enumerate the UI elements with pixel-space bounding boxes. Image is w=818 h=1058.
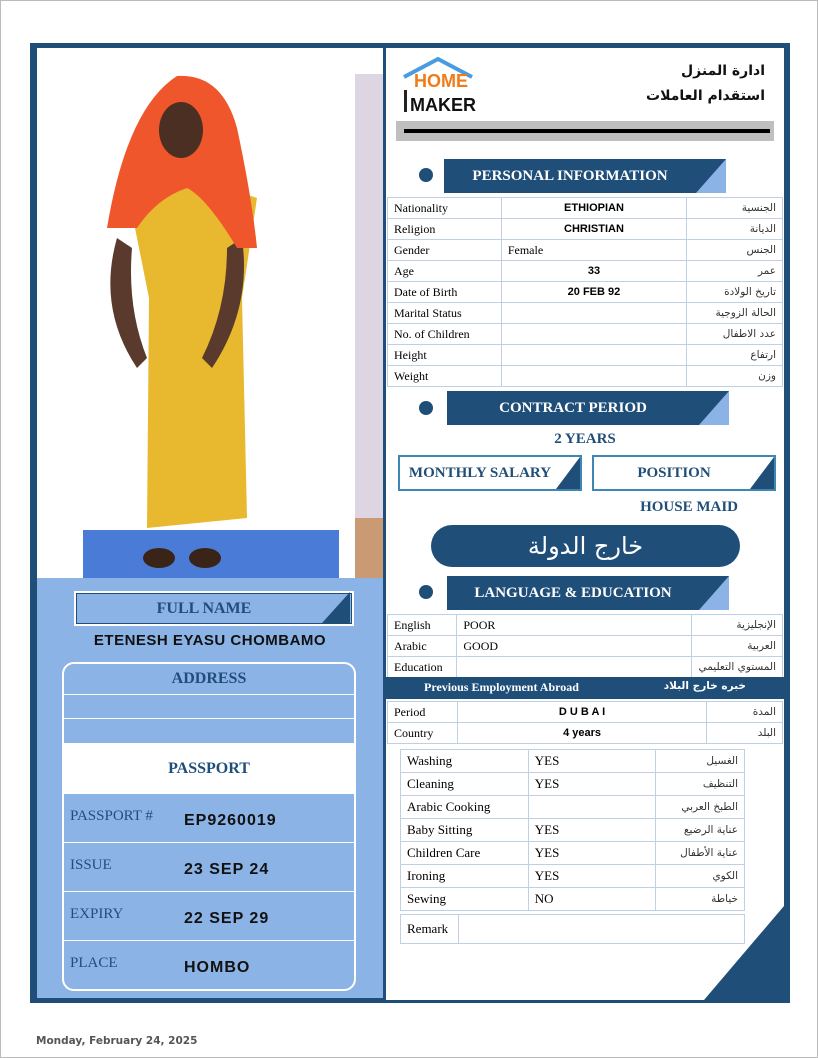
skill-label: Arabic Cooking — [401, 796, 529, 819]
language-row — [388, 636, 783, 657]
remark-value[interactable] — [458, 915, 744, 944]
skill-label: Baby Sitting — [401, 819, 529, 842]
skill-value — [528, 796, 655, 819]
field-label-arabic: الحالة الزوجية — [687, 303, 783, 324]
field-label-arabic: ارتفاع — [687, 345, 783, 366]
skill-label: Washing — [401, 750, 529, 773]
personal-info-header — [444, 159, 726, 193]
remark-row — [401, 915, 745, 944]
passport-field-value: HOMBO — [184, 959, 251, 976]
field-label-arabic: الجنسية — [687, 198, 783, 219]
box-corner — [750, 457, 774, 489]
employment-label-arabic: المدة — [707, 702, 783, 723]
skill-label-arabic: عناية الأطفال — [656, 842, 745, 865]
contract-period-title: CONTRACT PERIOD — [499, 399, 647, 416]
skills-table — [400, 749, 745, 911]
skill-value: NO — [528, 888, 655, 911]
field-label-arabic: وزن — [687, 366, 783, 387]
field-label-arabic: الجنس — [687, 240, 783, 261]
passport-field-label: PLACE — [70, 955, 118, 971]
employment-table — [387, 701, 783, 744]
skill-label: Cleaning — [401, 773, 529, 796]
language-row — [388, 657, 783, 678]
language-label-arabic: الإنجليزية — [692, 615, 783, 636]
field-value — [501, 324, 686, 345]
skill-label-arabic: التنظيف — [656, 773, 745, 796]
language-label-arabic: العربية — [692, 636, 783, 657]
field-label: Marital Status — [388, 303, 502, 324]
passport-label: PASSPORT — [168, 760, 250, 777]
previous-employment-header — [386, 677, 784, 699]
logo-word-maker: MAKER — [410, 95, 476, 115]
skill-row — [401, 750, 745, 773]
language-education-title: LANGUAGE & EDUCATION — [474, 584, 672, 601]
language-label: English — [388, 615, 457, 636]
field-label: Date of Birth — [388, 282, 502, 303]
passport-field-label: PASSPORT # — [70, 808, 153, 824]
language-value: POOR — [457, 615, 692, 636]
employment-row — [388, 723, 783, 744]
logo-divider-line — [404, 129, 770, 133]
personal-row — [388, 219, 783, 240]
full-name-corner — [322, 592, 350, 623]
field-label-arabic: عمر — [687, 261, 783, 282]
photo-background-floor — [355, 518, 383, 578]
logo-word-home: HOME — [414, 71, 468, 91]
field-label: Height — [388, 345, 502, 366]
personal-row — [388, 324, 783, 345]
address-passport-card — [62, 662, 356, 991]
field-label: Religion — [388, 219, 502, 240]
skill-row — [401, 842, 745, 865]
personal-row — [388, 303, 783, 324]
person-photo-illustration — [37, 48, 383, 578]
language-value — [457, 657, 692, 678]
monthly-salary-label: MONTHLY SALARY — [408, 464, 552, 481]
personal-row — [388, 345, 783, 366]
logo-arabic-line2: استقدام العاملات — [646, 88, 765, 104]
skill-label-arabic: الغسيل — [656, 750, 745, 773]
address-line-1[interactable] — [64, 695, 354, 719]
skill-value: YES — [528, 842, 655, 865]
skill-label: Ironing — [401, 865, 529, 888]
skill-row — [401, 796, 745, 819]
position-label: POSITION — [637, 464, 711, 481]
header-corner — [699, 391, 729, 425]
abroad-banner — [431, 525, 740, 567]
address-label: ADDRESS — [171, 670, 247, 687]
employment-label-arabic: البلد — [707, 723, 783, 744]
section-bullet — [419, 168, 433, 182]
monthly-salary-box — [398, 455, 582, 491]
field-value — [501, 303, 686, 324]
personal-info-title: PERSONAL INFORMATION — [472, 167, 668, 184]
field-value: CHRISTIAN — [501, 219, 686, 240]
position-value: HOUSE MAID — [640, 499, 738, 515]
employment-value: 4 years — [457, 723, 706, 744]
employment-value: D U B A I — [457, 702, 706, 723]
logo-arabic-line1: ادارة المنزل — [681, 63, 765, 79]
language-row — [388, 615, 783, 636]
section-bullet — [419, 585, 433, 599]
candidate-photo — [37, 48, 383, 578]
field-value: Female — [501, 240, 686, 261]
passport-field-label: ISSUE — [70, 857, 112, 873]
personal-row — [388, 261, 783, 282]
employment-row — [388, 702, 783, 723]
passport-field-value: 22 SEP 29 — [184, 910, 270, 927]
employment-label: Period — [388, 702, 458, 723]
contract-period-value: 2 YEARS — [554, 431, 616, 447]
skill-row — [401, 888, 745, 911]
remark-label: Remark — [401, 915, 459, 944]
footer-date: Monday, February 24, 2025 — [36, 1035, 198, 1047]
passport-row — [64, 892, 354, 941]
skill-row — [401, 819, 745, 842]
skill-label-arabic: عناية الرضيع — [656, 819, 745, 842]
remark-table — [400, 914, 745, 944]
passport-row — [64, 794, 354, 843]
field-label: Gender — [388, 240, 502, 261]
skill-value: YES — [528, 819, 655, 842]
field-value — [501, 345, 686, 366]
language-table — [387, 614, 783, 678]
contract-period-header — [447, 391, 729, 425]
personal-row — [388, 282, 783, 303]
full-name-header — [74, 591, 354, 626]
field-label-arabic: عدد الاطفال — [687, 324, 783, 345]
passport-field-label: EXPIRY — [70, 906, 124, 922]
section-bullet — [419, 401, 433, 415]
skill-label-arabic: خياطة — [656, 888, 745, 911]
language-label: Arabic — [388, 636, 457, 657]
box-corner — [556, 457, 580, 489]
field-label: No. of Children — [388, 324, 502, 345]
personal-info-table — [387, 197, 783, 387]
address-line-2[interactable] — [64, 719, 354, 744]
field-label-arabic: تاريخ الولادة — [687, 282, 783, 303]
field-label: Age — [388, 261, 502, 282]
passport-header — [64, 744, 354, 794]
field-value — [501, 366, 686, 387]
address-header — [64, 664, 354, 695]
language-value: GOOD — [457, 636, 692, 657]
home-maker-logo — [400, 55, 480, 117]
field-value: ETHIOPIAN — [501, 198, 686, 219]
field-label: Nationality — [388, 198, 502, 219]
personal-row — [388, 240, 783, 261]
skill-label: Children Care — [401, 842, 529, 865]
full-name-label: FULL NAME — [156, 599, 252, 617]
skill-label: Sewing — [401, 888, 529, 911]
header-corner — [696, 159, 726, 193]
field-label-arabic: الديانة — [687, 219, 783, 240]
abroad-banner-text: خارج الدولة — [527, 532, 644, 560]
employment-label: Country — [388, 723, 458, 744]
passport-row — [64, 941, 354, 990]
passport-row — [64, 843, 354, 892]
skill-row — [401, 865, 745, 888]
field-value: 33 — [501, 261, 686, 282]
skill-label-arabic: الطبخ العربي — [656, 796, 745, 819]
personal-row — [388, 366, 783, 387]
passport-field-value: EP9260019 — [184, 812, 277, 829]
skill-label-arabic: الكوي — [656, 865, 745, 888]
previous-employment-title-arabic: خبره خارج البلاد — [663, 680, 746, 692]
skill-row — [401, 773, 745, 796]
bottom-right-corner — [704, 906, 784, 1000]
passport-field-value: 23 SEP 24 — [184, 861, 270, 878]
skill-value: YES — [528, 750, 655, 773]
position-box — [592, 455, 776, 491]
full-name-value: ETENESH EYASU CHOMBAMO — [93, 632, 327, 649]
passport-rows — [64, 794, 354, 989]
personal-row — [388, 198, 783, 219]
photo-background-wall — [355, 74, 383, 518]
previous-employment-title: Previous Employment Abroad — [424, 680, 579, 694]
header-corner — [699, 576, 729, 610]
language-label: Education — [388, 657, 457, 678]
field-label: Weight — [388, 366, 502, 387]
language-education-header — [447, 576, 729, 610]
language-label-arabic: المستوي التعليمي — [692, 657, 783, 678]
field-value: 20 FEB 92 — [501, 282, 686, 303]
skill-value: YES — [528, 773, 655, 796]
skill-value: YES — [528, 865, 655, 888]
